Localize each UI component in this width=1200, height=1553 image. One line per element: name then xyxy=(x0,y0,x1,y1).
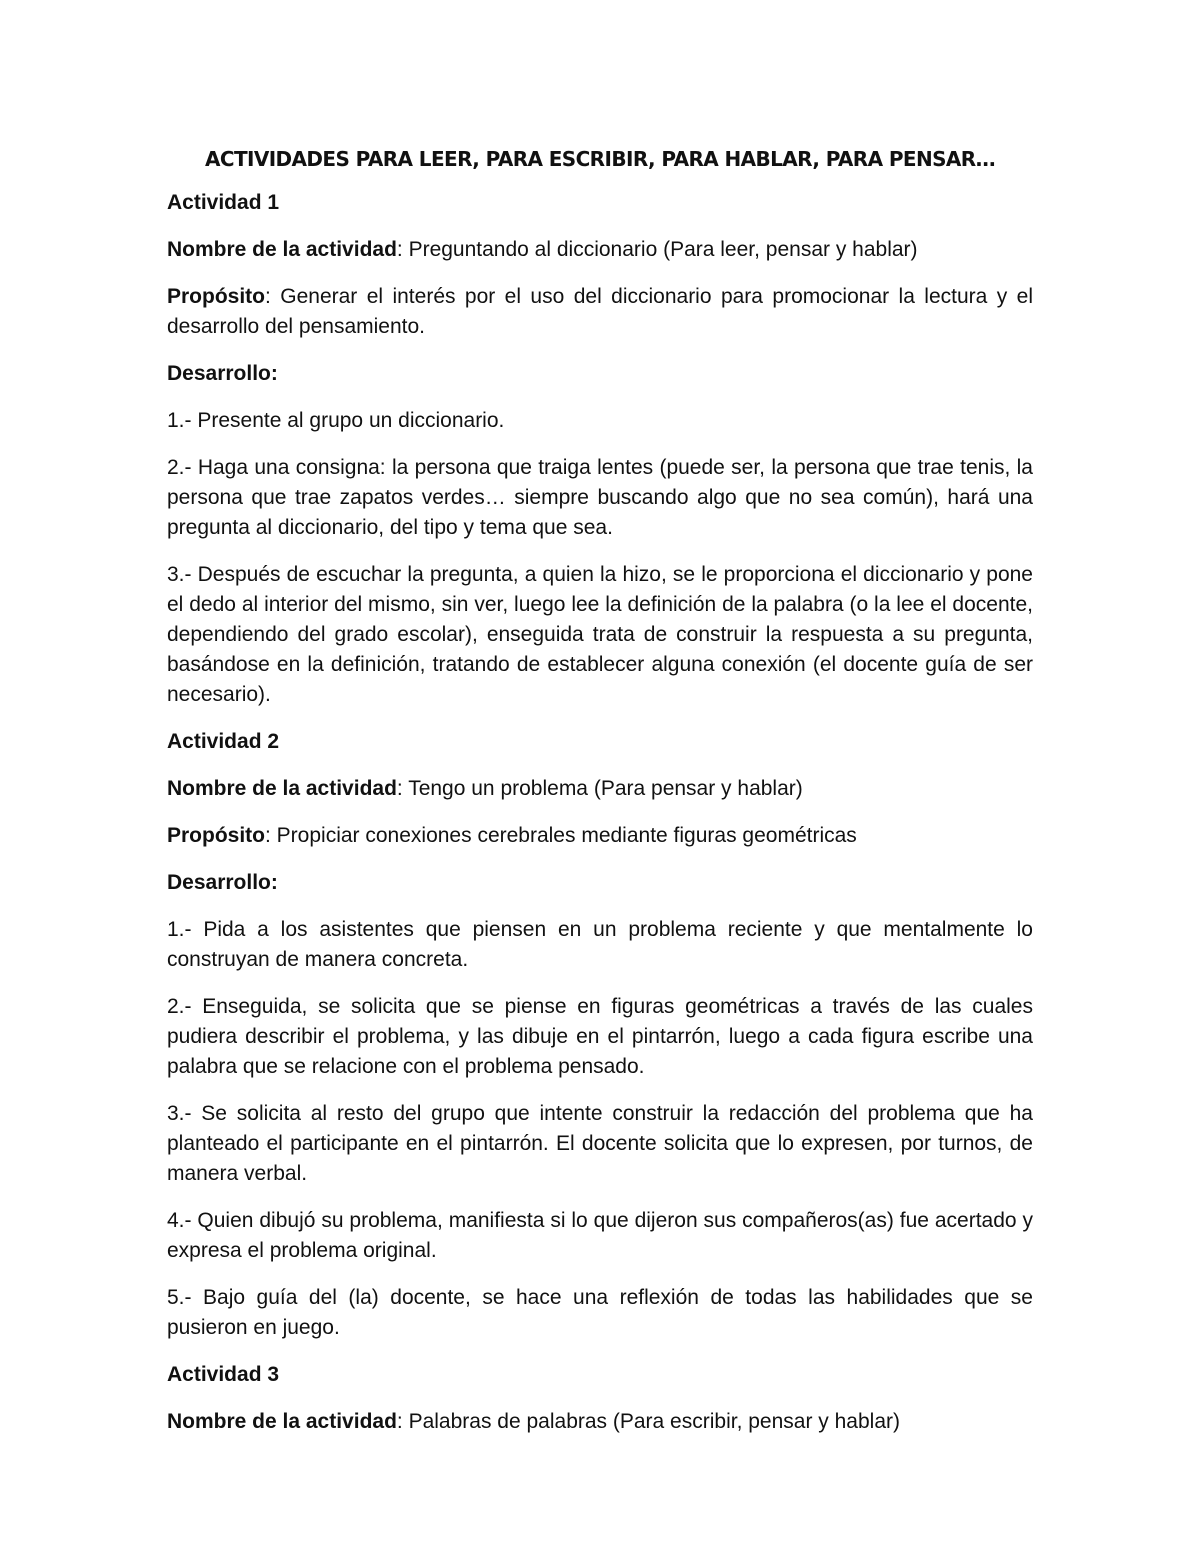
activity-1-heading: Actividad 1 xyxy=(167,191,280,214)
purpose-label: Propósito xyxy=(167,285,265,308)
activity-1-name xyxy=(167,235,1033,265)
activity-2-name-text: : Tengo un problema (Para pensar y hablar) xyxy=(396,777,803,800)
name-label: Nombre de la actividad xyxy=(167,238,397,261)
activity-2-development-label: Desarrollo: xyxy=(167,871,278,894)
activity-1 xyxy=(167,188,1033,710)
document-title: ACTIVIDADES PARA LEER, PARA ESCRIBIR, PARA HABLAR, PARA PENSAR… xyxy=(204,147,995,171)
activity-1-step-1: 1.- Presente al grupo un diccionario. xyxy=(167,409,505,432)
activity-1-purpose xyxy=(167,282,1033,342)
activity-2-step-4: 4.- Quien dibujó su problema, manifiesta si lo que dijeron sus compañeros(as) fue acertado y expresa el problema original. xyxy=(167,1209,1033,1262)
activity-2-purpose xyxy=(167,821,1033,851)
activity-3 xyxy=(167,1360,1033,1437)
purpose-label: Propósito xyxy=(167,824,265,847)
activity-2-heading: Actividad 2 xyxy=(167,730,280,753)
activity-2 xyxy=(167,727,1033,1343)
activity-2-step-1: 1.- Pida a los asistentes que piensen en un problema reciente y que mentalmente lo construyan de manera concreta. xyxy=(167,918,1033,971)
activity-2-step-5: 5.- Bajo guía del (la) docente, se hace una reflexión de todas las habilidades que se pusieron en juego. xyxy=(167,1286,1033,1339)
activity-1-step-3: 3.- Después de escuchar la pregunta, a quien la hizo, se le proporciona el diccionario y pone el dedo al interior del mismo, sin ver, luego lee la definición de la palabra (o la lee el docente, dependiendo del grado escolar), enseguida trata de construir la respuesta a su pregunta, basándose en la definición, tratando de establecer alguna conexión (el docente guía de ser necesario). xyxy=(167,563,1033,706)
activity-1-purpose-text: : Generar el interés por el uso del diccionario para promocionar la lectura y el desarrollo del pensamiento. xyxy=(167,285,1033,338)
activity-1-step-2: 2.- Haga una consigna: la persona que traiga lentes (puede ser, la persona que trae tenis, la persona que trae zapatos verdes… siempre buscando algo que no sea común), hará una pregunta al diccionario, del tipo y tema que sea. xyxy=(167,456,1033,539)
activity-2-step-2: 2.- Enseguida, se solicita que se piense en figuras geométricas a través de las cuales pudiera describir el problema, y las dibuje en el pintarrón, luego a cada figura escribe una palabra que se relacione con el problema pensado. xyxy=(167,995,1033,1078)
activity-3-heading: Actividad 3 xyxy=(167,1363,280,1386)
name-label: Nombre de la actividad xyxy=(167,1410,397,1433)
activity-2-purpose-text: : Propiciar conexiones cerebrales mediante figuras geométricas xyxy=(265,824,857,847)
activity-1-name-text: : Preguntando al diccionario (Para leer, pensar y hablar) xyxy=(396,238,918,261)
activity-3-name-text: : Palabras de palabras (Para escribir, pensar y hablar) xyxy=(396,1410,900,1433)
activity-1-development-label: Desarrollo: xyxy=(167,362,278,385)
activity-2-name xyxy=(167,774,1033,804)
name-label: Nombre de la actividad xyxy=(167,777,397,800)
activity-3-name xyxy=(167,1407,1033,1437)
document-page xyxy=(167,145,1033,1454)
activity-2-step-3: 3.- Se solicita al resto del grupo que intente construir la redacción del problema que ha planteado el participante en el pintarrón. El docente solicita que lo expresen, por turnos, de manera verbal. xyxy=(167,1102,1033,1185)
